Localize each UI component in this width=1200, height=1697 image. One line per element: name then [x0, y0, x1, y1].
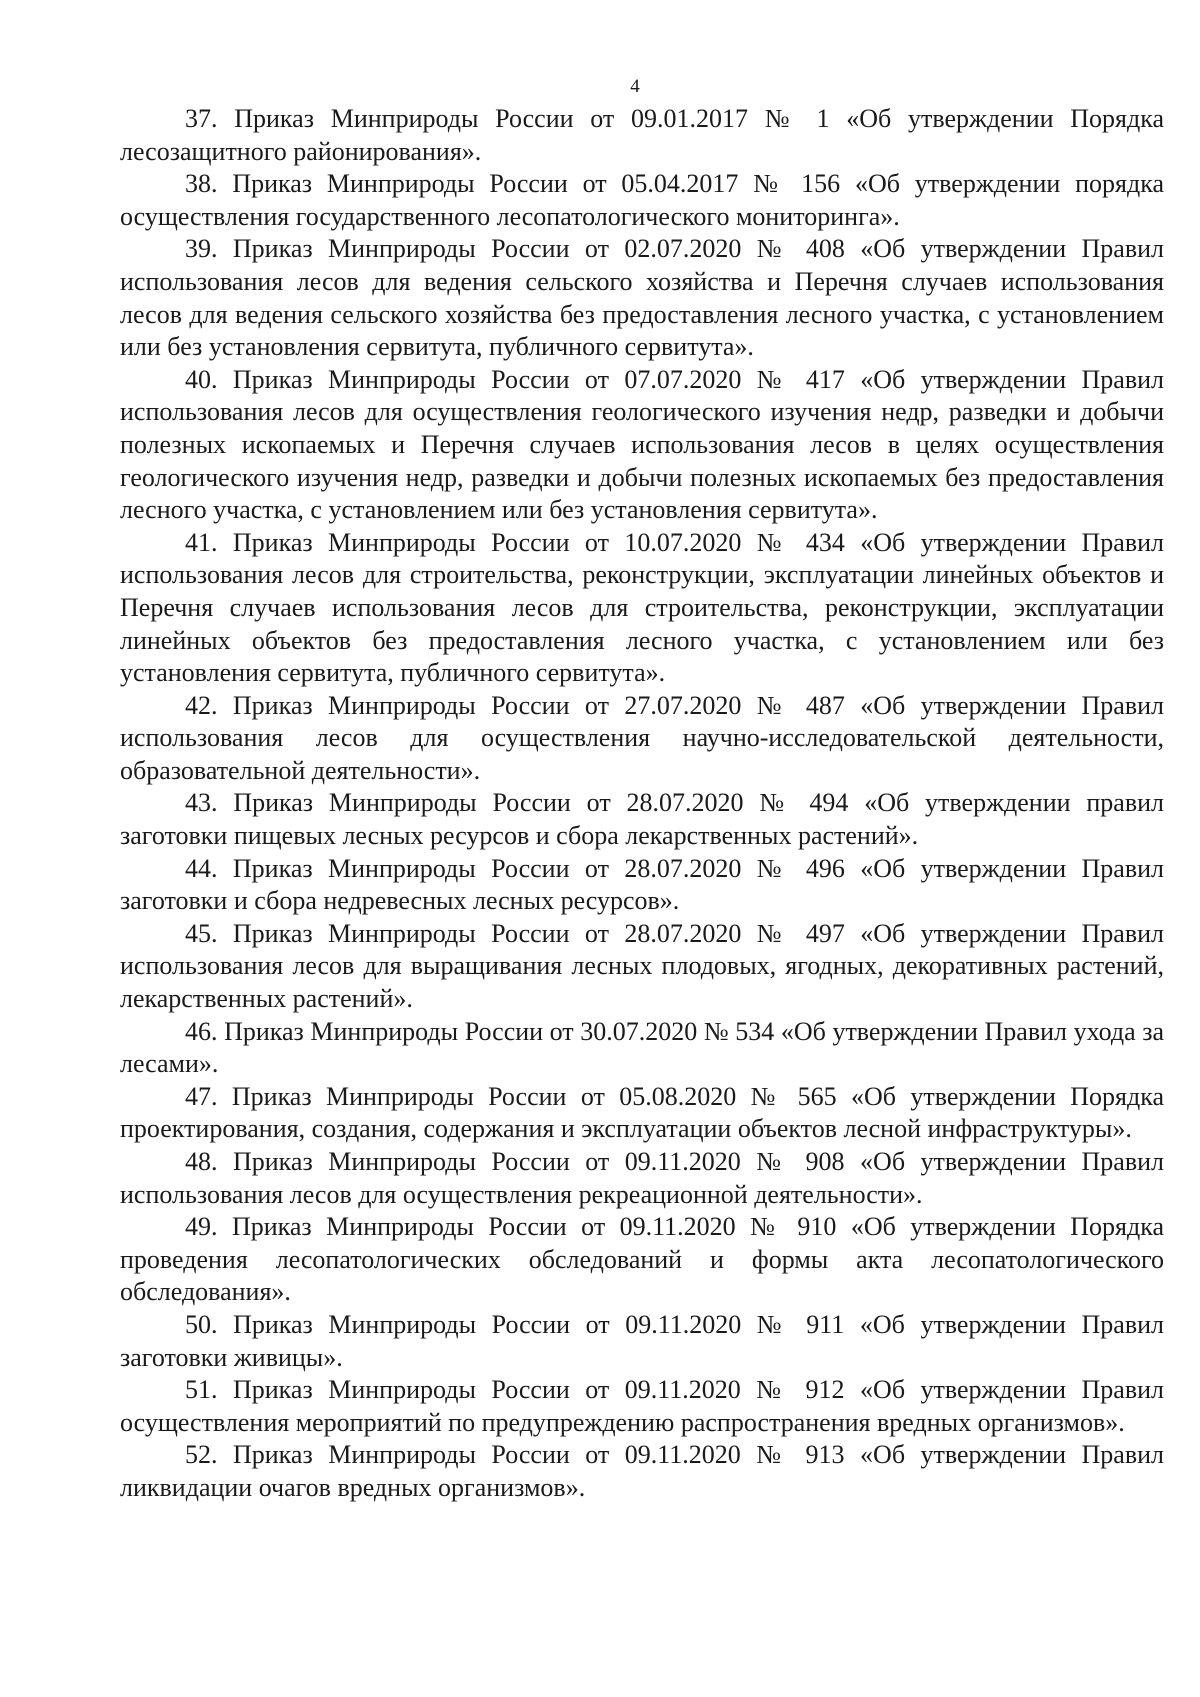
list-item: 39. Приказ Минприроды России от 02.07.2020 № 408 «Об утверждении Правил использования лесов для ведения сельского хозяйства и Перечня случаев использования лесов для ведения сельского хозяйства без предоставления лесного участка, с установлением или без установления сервитута, публичного сервитута».: [120, 234, 1164, 362]
list-item: 46. Приказ Минприроды России от 30.07.2020 № 534 «Об утверждении Правил ухода за лесами».: [120, 1016, 1164, 1079]
list-item: 43. Приказ Минприроды России от 28.07.2020 № 494 «Об утверждении правил заготовки пищевых лесных ресурсов и сбора лекарственных растений».: [120, 788, 1164, 851]
list-item: 45. Приказ Минприроды России от 28.07.2020 № 497 «Об утверждении Правил использования лесов для выращивания лесных плодовых, ягодных, декоративных растений, лекарственных растений».: [120, 918, 1164, 1014]
list-item: 44. Приказ Минприроды России от 28.07.2020 № 496 «Об утверждении Правил заготовки и сбора недревесных лесных ресурсов».: [120, 853, 1164, 916]
list-item: 37. Приказ Минприроды России от 09.01.2017 № 1 «Об утверждении Порядка лесозащитного районирования».: [120, 104, 1164, 166]
list-item: 48. Приказ Минприроды России от 09.11.2020 № 908 «Об утверждении Правил использования лесов для осуществления рекреационной деятельности».: [120, 1147, 1164, 1209]
list-item: 52. Приказ Минприроды России от 09.11.2020 № 913 «Об утверждении Правил ликвидации очагов вредных организмов».: [120, 1440, 1164, 1502]
list-item: 42. Приказ Минприроды России от 27.07.2020 № 487 «Об утверждении Правил использования лесов для осуществления научно-исследовательской деятельности, образовательной деятельности».: [120, 690, 1164, 785]
list-item: 50. Приказ Минприроды России от 09.11.2020 № 911 «Об утверждении Правил заготовки живицы».: [120, 1309, 1164, 1372]
list-item: 47. Приказ Минприроды России от 05.08.2020 № 565 «Об утверждении Порядка проектирования, создания, содержания и эксплуатации объектов лесной инфраструктуры».: [120, 1081, 1164, 1144]
order-list: [120, 103, 1164, 1505]
list-item: 41. Приказ Минприроды России от 10.07.2020 № 434 «Об утверждении Правил использования лесов для строительства, реконструкции, эксплуатации линейных объектов и Перечня случаев использования лесов для строительства, реконструкции, эксплуатации линейных объектов без предоставления лесного участка, с установлением или без установления сервитута, публичного сервитута».: [120, 527, 1164, 688]
list-item: 51. Приказ Минприроды России от 09.11.2020 № 912 «Об утверждении Правил осуществления мероприятий по предупреждению распространения вредных организмов».: [120, 1375, 1164, 1437]
list-item: 38. Приказ Минприроды России от 05.04.2017 № 156 «Об утверждении порядка осуществления государственного лесопатологического мониторинга».: [120, 169, 1164, 231]
list-item: 49. Приказ Минприроды России от 09.11.2020 № 910 «Об утверждении Порядка проведения лесопатологических обследований и формы акта лесопатологического обследования».: [120, 1212, 1164, 1307]
page-number: 4: [630, 76, 640, 97]
list-item: 40. Приказ Минприроды России от 07.07.2020 № 417 «Об утверждении Правил использования лесов для осуществления геологического изучения недр, разведки и добычи полезных ископаемых и Перечня случаев использования лесов в целях осуществления геологического изучения недр, разведки и добычи полезных ископаемых без предоставления лесного участка, с установлением или без установления сервитута».: [120, 364, 1164, 525]
